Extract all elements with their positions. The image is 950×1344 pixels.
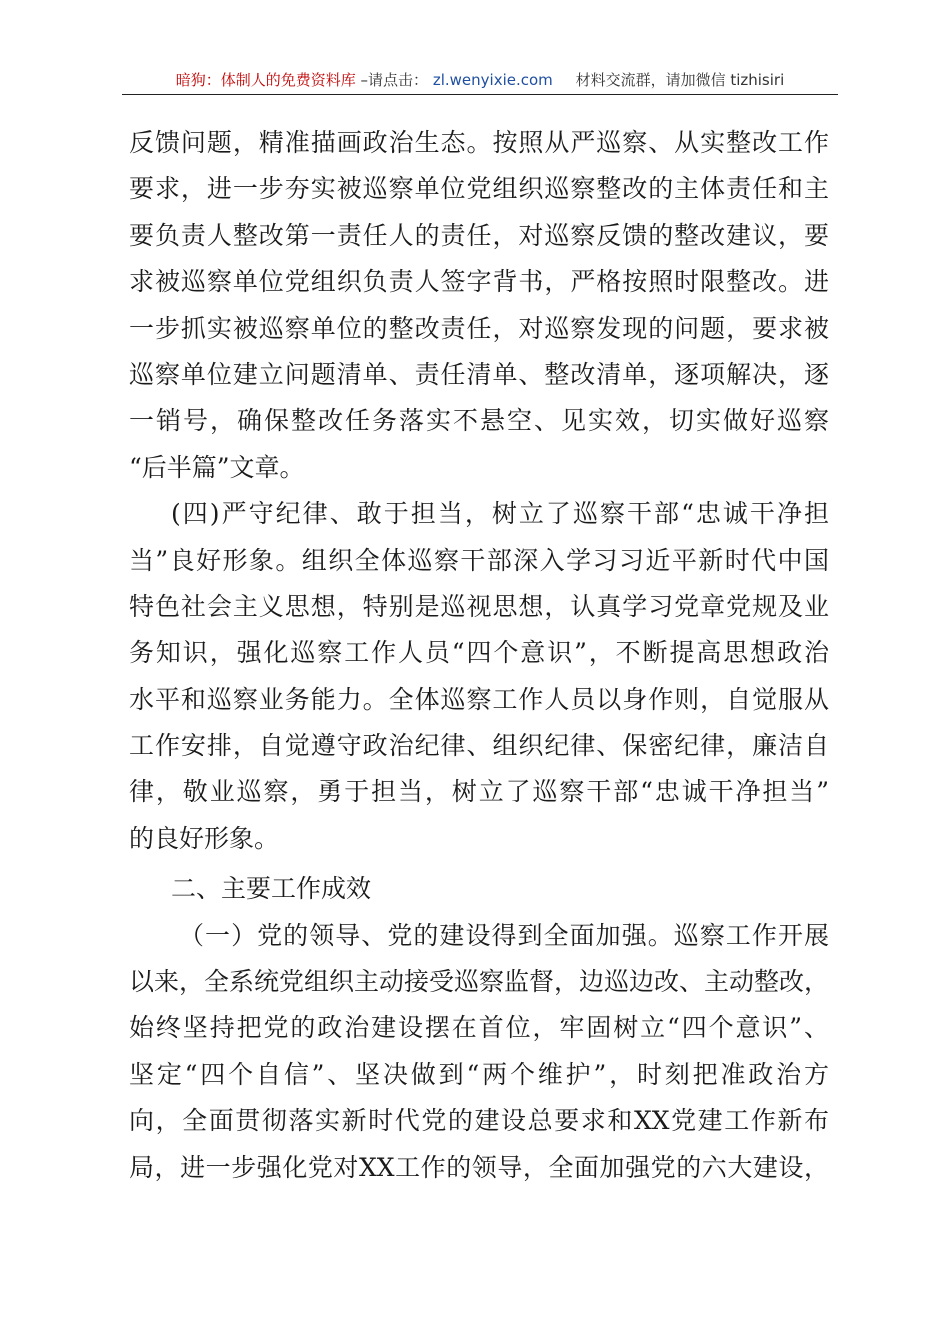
text-line: 以来，全系统党组织主动接受巡察监督，边巡边改、主动整改， xyxy=(129,967,830,997)
text-line: 特色社会主义思想，特别是巡视思想，认真学习党章党规及业 xyxy=(129,591,829,621)
text-line: 求被巡察单位党组织负责人签字背书，严格按照时限整改。进 xyxy=(129,267,829,297)
text-line: 当”良好形象。组织全体巡察干部深入学习习近平新时代中国 xyxy=(129,545,829,575)
text-line: 反馈问题，精准描画政治生态。按照从严巡察、从实整改工作 xyxy=(129,128,829,157)
text-line: 务知识，强化巡察工作人员“四个意识”，不断提高思想政治 xyxy=(129,638,829,668)
text-line: 一步抓实被巡察单位的整改责任，对巡察发现的问题，要求被 xyxy=(129,313,829,343)
text-line: 水平和巡察业务能力。全体巡察工作人员以身作则，自觉服从 xyxy=(129,684,829,714)
header-prompt: –请点击： xyxy=(360,71,429,89)
text-line: 要负责人整改第一责任人的责任，对巡察反馈的整改建议，要 xyxy=(129,220,829,250)
text-line: 巡察单位建立问题清单、责任清单、整改清单，逐项解决，逐 xyxy=(129,359,829,389)
text-line: 要求，进一步夯实被巡察单位党组织巡察整改的主体责任和主 xyxy=(129,174,829,204)
section-heading: 二、主要工作成效 xyxy=(171,874,372,904)
document-body xyxy=(129,124,829,1195)
text-line: 律，敬业巡察，勇于担当，树立了巡察干部“忠诚干净担当” xyxy=(129,777,829,807)
text-line: 局，进一步强化党对XX工作的领导，全面加强党的六大建设， xyxy=(129,1152,829,1182)
paragraph-lead-line: （一）党的领导、党的建设得到全面加强。巡察工作开展 xyxy=(179,920,829,950)
text-line: “后半篇”文章。 xyxy=(129,452,305,482)
header-link[interactable]: zl.wenyixie.com xyxy=(432,71,553,89)
text-line: 始终坚持把党的政治建设摆在首位，牢固树立“四个意识”、 xyxy=(129,1013,829,1043)
header-contact: 材料交流群，请加微信 tizhisiri xyxy=(575,71,785,89)
text-line: 工作安排，自觉遵守政治纪律、组织纪律、保密纪律，廉洁自 xyxy=(129,731,829,761)
text-line: 坚定“四个自信”、坚决做到“两个维护”，时刻把准政治方 xyxy=(129,1059,829,1089)
header-brand: 暗狗：体制人的免费资料库 xyxy=(175,71,356,89)
paragraph-lead-line: (四)严守纪律、敢于担当，树立了巡察干部“忠诚干净担 xyxy=(171,499,829,529)
text-line: 向，全面贯彻落实新时代党的建设总要求和XX党建工作新布 xyxy=(129,1106,829,1136)
page-header xyxy=(122,70,838,95)
text-line: 一销号，确保整改任务落实不悬空、见实效，切实做好巡察 xyxy=(129,406,829,436)
text-line: 的良好形象。 xyxy=(129,823,280,853)
